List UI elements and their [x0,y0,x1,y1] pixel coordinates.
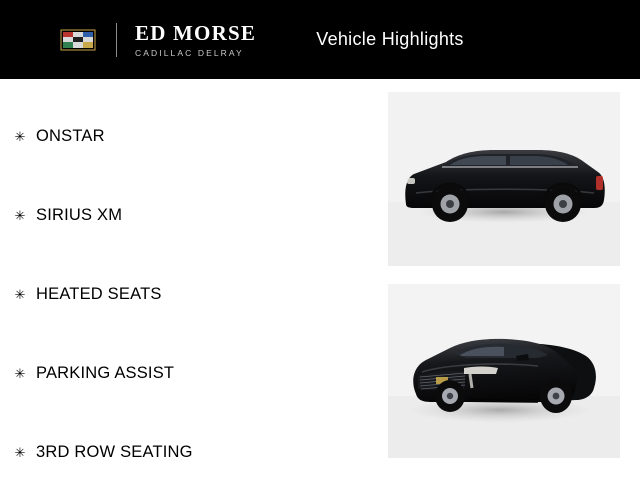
list-item [0,97,380,176]
feature-label: 3RD ROW SEATING [36,443,193,461]
vehicle-photo-gallery [388,92,620,458]
feature-label: ONSTAR [36,127,105,145]
brand-divider [116,23,117,57]
page-header [0,0,640,79]
page-title-text: Vehicle Highlights [316,29,464,49]
feature-label: SIRIUS XM [36,206,123,224]
star-icon: ✳ [14,129,26,144]
star-icon: ✳ [14,366,26,381]
star-icon: ✳ [14,445,26,460]
dealer-name: ED MORSE [135,20,257,45]
list-item [0,334,380,413]
content-area [0,79,640,480]
cadillac-crest-icon [60,29,96,51]
star-icon: ✳ [14,208,26,223]
star-icon: ✳ [14,287,26,302]
list-item [0,176,380,255]
dealer-subtitle: CADILLAC DELRAY [135,47,244,58]
feature-label: PARKING ASSIST [36,364,175,382]
dealer-branding [60,17,256,63]
list-item [0,413,380,480]
feature-label: HEATED SEATS [36,285,162,303]
feature-list [0,79,380,480]
list-item [0,255,380,334]
vehicle-photo-front-three-quarter [388,284,620,458]
vehicle-photo-side-profile [388,92,620,266]
